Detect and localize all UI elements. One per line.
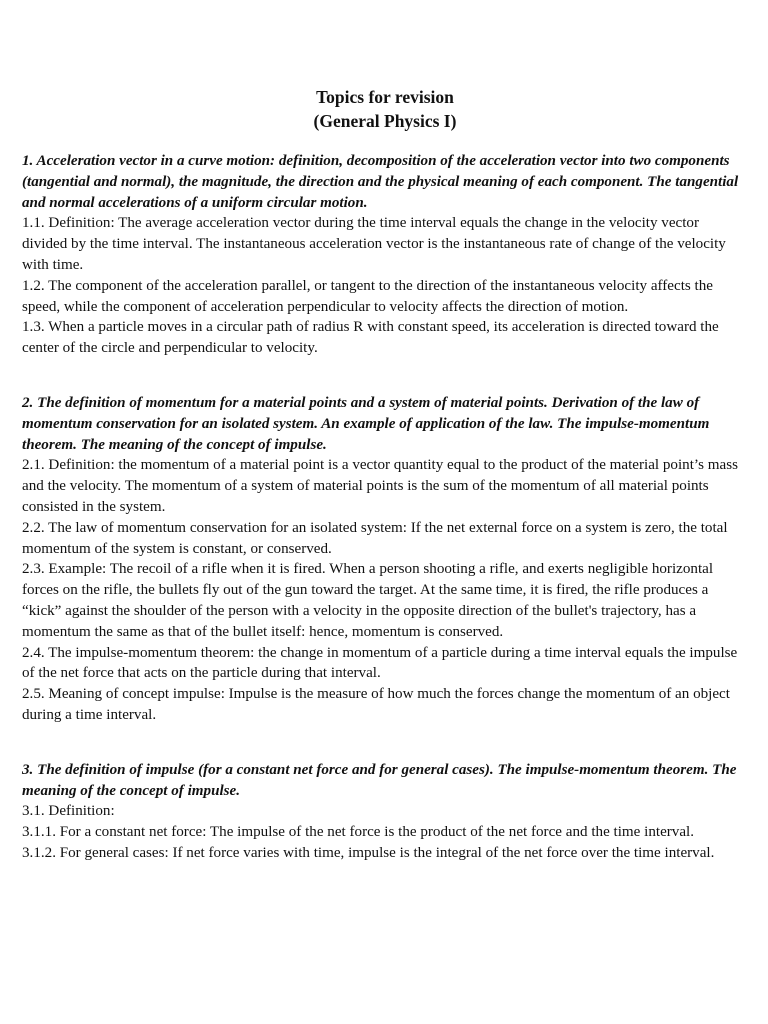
paragraph: 2.2. The law of momentum conservation for an isolated system: If the net external force on a system is zero, the total momentum of the system is constant, or conserved. (22, 519, 728, 557)
paragraph: 1.3. When a particle moves in a circular path of radius R with constant speed, its acceleration is directed toward the center of the circle and perpendicular to velocity. (22, 319, 719, 357)
document-title (22, 85, 748, 133)
section-spacer (22, 726, 748, 760)
paragraph: 2.4. The impulse-momentum theorem: the change in momentum of a particle during a time interval equals the impulse of the net force that acts on the particle during that interval. (22, 644, 738, 682)
paragraph: 3.1.2. For general cases: If net force varies with time, impulse is the integral of the net force over the time interval. (22, 844, 715, 861)
paragraph: 3.1.1. For a constant net force: The impulse of the net force is the product of the net force and the time interval. (22, 824, 695, 841)
paragraph: 3.1. Definition: (22, 803, 115, 820)
title-line-2: (General Physics I) (313, 111, 457, 131)
section-heading: 1. Acceleration vector in a curve motion: definition, decomposition of the acceleration vector into two components (tangential and normal), the magnitude, the direction and the physical meaning of each component. The tangential and normal accelerations of a uniform circular motion. (22, 153, 739, 211)
title-line-1: Topics for revision (316, 87, 454, 107)
section-heading: 3. The definition of impulse (for a constant net force and for general cases). The impulse-momentum theorem. The meaning of the concept of impulse. (22, 761, 737, 799)
paragraph: 1.2. The component of the acceleration parallel, or tangent to the direction of the instantaneous velocity affects the speed, while the component of acceleration perpendicular to velocity affects the direction of motion. (22, 277, 713, 315)
paragraph: 2.1. Definition: the momentum of a material point is a vector quantity equal to the product of the material point’s mass and the velocity. The momentum of a system of material points is the sum of the momentum of all material points consisted in the system. (22, 457, 738, 515)
paragraph: 2.5. Meaning of concept impulse: Impulse is the measure of how much the forces change the momentum of an object during a time interval. (22, 686, 730, 723)
section-2 (22, 393, 748, 726)
paragraph: 1.1. Definition: The average acceleration vector during the time interval equals the change in the velocity vector divided by the time interval. The instantaneous acceleration vector is the instantaneous rate of change of the velocity with time. (22, 215, 726, 273)
section-spacer (22, 359, 748, 393)
paragraph: 2.3. Example: The recoil of a rifle when it is fired. When a person shooting a rifle, and exerts negligible horizontal forces on the rifle, the bullets fly out of the gun toward the target. At the same time, it is fired, the rifle produces a “kick” against the shoulder of the person with a velocity in the opposite direction of the bullet's trajectory, has a momentum the same as that of the bullet itself: hence, momentum is conserved. (22, 561, 714, 640)
section-heading: 2. The definition of momentum for a material points and a system of material points. Derivation of the law of momentum conservation for an isolated system. An example of application of the law. The impulse-momentum theorem. The meaning of the concept of impulse. (22, 394, 710, 453)
document-page (22, 85, 748, 864)
section-3 (22, 760, 748, 864)
section-1 (22, 151, 748, 359)
